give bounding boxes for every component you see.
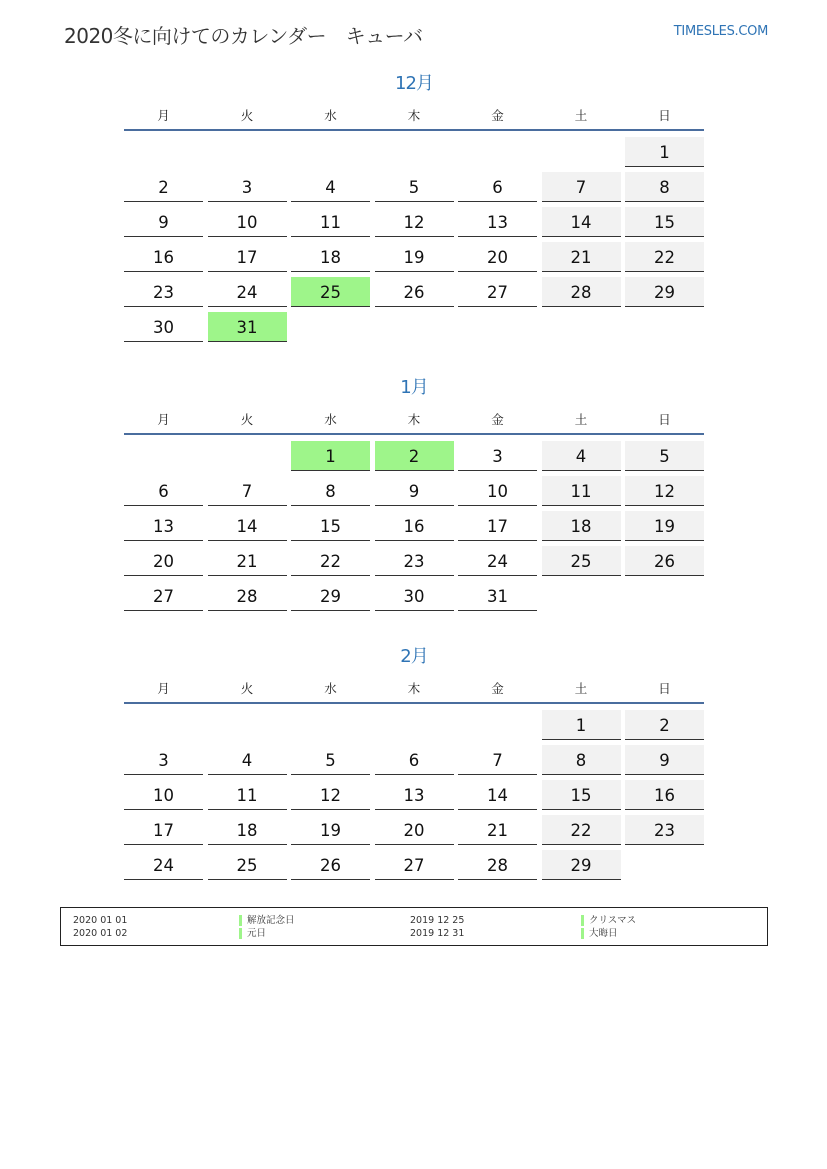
legend-holiday-name: クリスマス (589, 915, 637, 926)
day-cell: 21 (542, 242, 621, 272)
empty-cell (124, 441, 203, 471)
day-cell: 2 (124, 172, 203, 202)
day-cell: 14 (542, 207, 621, 237)
header-rule (124, 702, 704, 704)
empty-cell (124, 710, 203, 740)
holiday-day-cell: 1 (291, 441, 370, 471)
day-cell: 26 (625, 546, 704, 576)
day-cell: 24 (458, 546, 537, 576)
day-cell: 9 (375, 476, 454, 506)
legend-color-marker (581, 915, 584, 926)
day-cell: 9 (124, 207, 203, 237)
legend-holiday-name: 大晦日 (589, 928, 618, 939)
day-cell: 17 (458, 511, 537, 541)
legend-color-marker (239, 915, 242, 926)
legend-date: 2020 01 02 (73, 928, 128, 939)
day-cell: 27 (124, 581, 203, 611)
weekday-label: 火 (240, 412, 254, 427)
weekday-label: 日 (658, 412, 671, 427)
day-cell: 12 (625, 476, 704, 506)
weekday-label: 火 (240, 108, 254, 123)
day-cell: 16 (124, 242, 203, 272)
day-cell: 15 (291, 511, 370, 541)
empty-cell (458, 137, 537, 167)
weekday-label: 日 (658, 108, 671, 123)
day-cell: 8 (625, 172, 704, 202)
day-cell: 28 (208, 581, 287, 611)
day-cell: 6 (375, 745, 454, 775)
day-cell: 11 (542, 476, 621, 506)
day-cell: 19 (625, 511, 704, 541)
day-grid (124, 710, 704, 880)
day-cell: 11 (208, 780, 287, 810)
day-cell: 12 (375, 207, 454, 237)
weekday-label: 金 (491, 681, 504, 696)
holiday-day-cell: 25 (291, 277, 370, 307)
day-cell: 18 (291, 242, 370, 272)
day-cell: 25 (542, 546, 621, 576)
day-cell: 13 (124, 511, 203, 541)
legend-date: 2019 12 31 (410, 928, 465, 939)
day-cell: 26 (291, 850, 370, 880)
day-cell: 1 (625, 137, 704, 167)
day-cell: 5 (625, 441, 704, 471)
header-rule (124, 129, 704, 131)
day-cell: 4 (542, 441, 621, 471)
weekday-label: 土 (574, 681, 588, 696)
day-cell: 26 (375, 277, 454, 307)
day-cell: 6 (124, 476, 203, 506)
weekday-label: 月 (157, 412, 170, 427)
legend-date: 2019 12 25 (410, 915, 465, 926)
day-cell: 13 (458, 207, 537, 237)
day-cell: 22 (542, 815, 621, 845)
day-cell: 2 (625, 710, 704, 740)
day-cell: 4 (291, 172, 370, 202)
day-cell: 8 (291, 476, 370, 506)
weekday-label: 土 (574, 412, 588, 427)
weekday-label: 水 (324, 412, 337, 427)
month-block (124, 374, 704, 611)
header-rule (124, 433, 704, 435)
day-cell: 16 (625, 780, 704, 810)
day-cell: 25 (208, 850, 287, 880)
day-cell: 5 (375, 172, 454, 202)
day-cell: 5 (291, 745, 370, 775)
day-cell: 4 (208, 745, 287, 775)
legend-date: 2020 01 01 (73, 915, 128, 926)
weekday-label: 水 (324, 681, 337, 696)
empty-cell (375, 710, 454, 740)
site-name[interactable]: TIMESLES.COM (673, 24, 768, 39)
day-cell: 10 (124, 780, 203, 810)
day-cell: 10 (458, 476, 537, 506)
empty-cell (291, 710, 370, 740)
weekday-label: 日 (658, 681, 671, 696)
empty-cell (208, 137, 287, 167)
day-cell: 3 (124, 745, 203, 775)
day-cell: 27 (458, 277, 537, 307)
empty-cell (124, 137, 203, 167)
day-cell: 21 (458, 815, 537, 845)
day-cell: 13 (375, 780, 454, 810)
day-cell: 22 (625, 242, 704, 272)
day-cell: 15 (542, 780, 621, 810)
day-grid (124, 137, 704, 342)
day-cell: 3 (208, 172, 287, 202)
day-cell: 3 (458, 441, 537, 471)
day-cell: 31 (458, 581, 537, 611)
day-cell: 18 (542, 511, 621, 541)
month-title: 1月 (400, 377, 428, 398)
empty-cell (291, 137, 370, 167)
day-cell: 24 (208, 277, 287, 307)
day-cell: 20 (375, 815, 454, 845)
legend-color-marker (581, 928, 584, 939)
holiday-day-cell: 31 (208, 312, 287, 342)
day-cell: 29 (625, 277, 704, 307)
day-cell: 7 (208, 476, 287, 506)
month-title: 12月 (395, 73, 433, 94)
weekday-label: 土 (574, 108, 588, 123)
weekday-label: 火 (240, 681, 254, 696)
day-cell: 28 (458, 850, 537, 880)
month-title: 2月 (400, 646, 428, 667)
day-cell: 29 (291, 581, 370, 611)
weekday-label: 金 (491, 108, 504, 123)
legend-color-marker (239, 928, 242, 939)
day-cell: 7 (542, 172, 621, 202)
weekday-header (124, 678, 704, 700)
empty-cell (375, 137, 454, 167)
day-cell: 23 (625, 815, 704, 845)
day-cell: 16 (375, 511, 454, 541)
holiday-legend (60, 907, 768, 946)
day-cell: 24 (124, 850, 203, 880)
day-cell: 23 (375, 546, 454, 576)
day-cell: 17 (208, 242, 287, 272)
weekday-header (124, 105, 704, 127)
day-cell: 9 (625, 745, 704, 775)
day-cell: 23 (124, 277, 203, 307)
day-cell: 21 (208, 546, 287, 576)
day-cell: 30 (124, 312, 203, 342)
day-cell: 19 (375, 242, 454, 272)
day-cell: 6 (458, 172, 537, 202)
day-cell: 18 (208, 815, 287, 845)
empty-cell (208, 710, 287, 740)
weekday-label: 木 (407, 108, 421, 123)
day-grid (124, 441, 704, 611)
day-cell: 8 (542, 745, 621, 775)
day-cell: 11 (291, 207, 370, 237)
day-cell: 14 (458, 780, 537, 810)
weekday-label: 水 (324, 108, 337, 123)
day-cell: 20 (124, 546, 203, 576)
empty-cell (542, 137, 621, 167)
day-cell: 27 (375, 850, 454, 880)
day-cell: 12 (291, 780, 370, 810)
day-cell: 1 (542, 710, 621, 740)
weekday-label: 金 (491, 412, 504, 427)
weekday-header (124, 409, 704, 431)
day-cell: 20 (458, 242, 537, 272)
day-cell: 30 (375, 581, 454, 611)
legend-holiday-name: 解放記念日 (247, 915, 295, 926)
day-cell: 14 (208, 511, 287, 541)
legend-holiday-name: 元日 (247, 928, 267, 939)
holiday-day-cell: 2 (375, 441, 454, 471)
day-cell: 7 (458, 745, 537, 775)
day-cell: 17 (124, 815, 203, 845)
empty-cell (458, 710, 537, 740)
empty-cell (208, 441, 287, 471)
weekday-label: 月 (157, 681, 170, 696)
day-cell: 19 (291, 815, 370, 845)
month-block (124, 70, 704, 342)
day-cell: 22 (291, 546, 370, 576)
weekday-label: 木 (407, 412, 421, 427)
day-cell: 15 (625, 207, 704, 237)
day-cell: 29 (542, 850, 621, 880)
weekday-label: 月 (157, 108, 170, 123)
weekday-label: 木 (407, 681, 421, 696)
page-title: 2020冬に向けてのカレンダー キューバ (64, 24, 423, 48)
month-block (124, 643, 704, 880)
day-cell: 28 (542, 277, 621, 307)
day-cell: 10 (208, 207, 287, 237)
